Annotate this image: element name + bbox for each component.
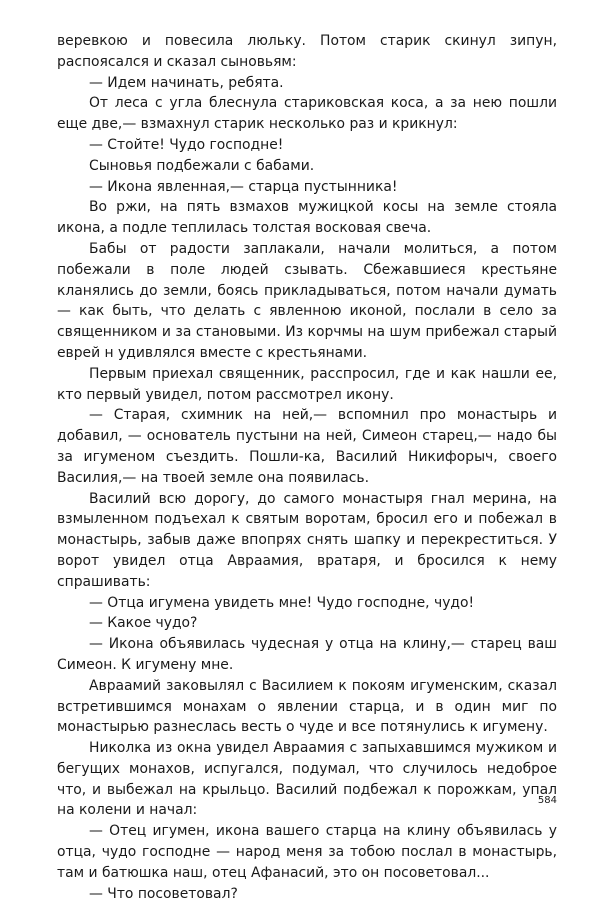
paragraph: Сыновья подбежали с бабами. — [89, 157, 315, 174]
paragraph: Во ржи, на пять взмахов мужицкой косы на земле стояла икона, а подле теплилась толстая восковая свеча. — [57, 199, 557, 237]
paragraph: Авраамий заковылял с Василием к покоям игуменским, сказал встретившимся монахам о явлении старца, и в один миг по монастырью разнеслась весть о чуде и все потянулись к игумену. — [57, 677, 557, 736]
paragraph: Бабы от радости заплакали, начали молиться, а потом побежали в поле людей сзывать. Сбежавшиеся крестьяне кланялись до земли, боясь прикладываться, потом начали думать — как быть, что делать с явленною иконой, послали в село за священником и за становыми. Из корчмы на шум прибежал старый еврей н удивлялся вместе с крестьянами. — [57, 240, 557, 361]
paragraph: Николка из окна увидел Авраамия с запыхавшимся мужиком и бегущих монахов, испугался, подумал, что случилось недоброе что, и выбежал на крыльцо. Василий подбежал к порожкам, упал на колени и начал: — [57, 740, 557, 819]
paragraph: — Что посоветовал? — [89, 885, 238, 902]
page-body — [57, 31, 557, 904]
paragraph: — Икона объявилась чудесная у отца на клину,— старец ваш Симеон. К игумену мне. — [57, 636, 557, 673]
paragraph: — Отца игумена увидеть мне! Чудо господне, чудо! — [89, 594, 475, 611]
paragraph: веревкою и повесила люльку. Потом старик скинул зипун, распоясался и сказал сыновьям: — [57, 33, 557, 70]
paragraph: От леса с угла блеснула стариковская коса, а за нею пошли еще две,— взмахнул старик несколько раз и крикнул: — [57, 95, 557, 133]
paragraph: — Какое чудо? — [89, 615, 198, 632]
paragraph: — Стойте! Чудо господне! — [89, 136, 284, 153]
paragraph: — Старая, схимник на ней,— вспомнил про монастырь и добавил, — основатель пустыни на ней, Симеон старец,— надо бы за игуменом съездить. Пошли-ка, Василий Никифорыч, своего Василия,— на твоей земле она появилась. — [57, 407, 557, 486]
paragraph: — Идем начинать, ребята. — [89, 74, 284, 91]
paragraph: Василий всю дорогу, до самого монастыря гнал мерина, на взмыленном подъехал к святым воротам, бросил его и побежал в монастырь, забыв даже впопрях снять шапку и перекреститься. У ворот увидел отца Авраамия, вратаря, и бросился к нему спрашивать: — [57, 490, 557, 590]
paragraph: Первым приехал священник, расспросил, где и как нашли ее, кто первый увидел, потом рассмотрел икону. — [57, 365, 557, 403]
paragraph: — Икона явленная,— старца пустынника! — [89, 178, 398, 195]
page-number: 584 — [537, 795, 557, 806]
paragraph: — Отец игумен, икона вашего старца на клину объявилась у отца, чудо господне — народ меня за тобою послал в монастырь, там и батюшка наш, отец Афанасий, это он посоветовал... — [57, 823, 557, 881]
